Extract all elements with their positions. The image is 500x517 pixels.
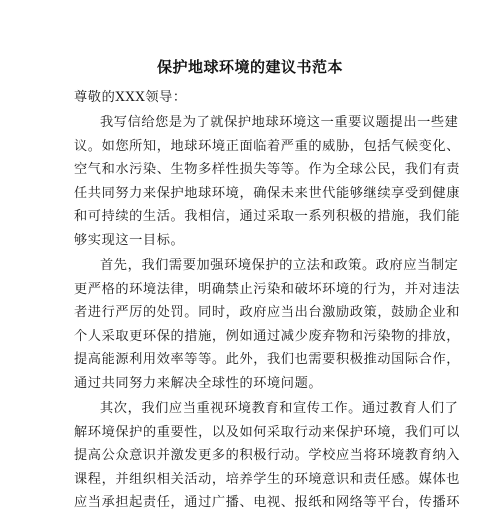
paragraph-1-line-6: 够实现这一目标。 [74, 233, 185, 248]
paragraph-3-line-2: 解环境保护的重要性，以及如何采取行动来保护环境，我们可以 [74, 425, 461, 440]
paragraph-3-line-1: 其次，我们应当重视环境教育和宣传工作。通过教育人们了 [100, 401, 459, 416]
salutation: 尊敬的XXX领导： [74, 90, 187, 105]
paragraph-2-line-2: 更严格的环境法律，明确禁止污染和破坏环境的行为，并对违法 [74, 282, 461, 297]
paragraph-2-line-4: 个人采取更环保的措施，例如通过减少废弃物和污染物的排放， [74, 329, 461, 344]
paragraph-2-line-6: 通过共同努力来解决全球性的环境问题。 [74, 376, 323, 391]
paragraph-1-line-4: 任共同努力来保护地球环境，确保未来世代能够继续享受到健康 [74, 186, 461, 201]
document-title: 保护地球环境的建议书范本 [156, 58, 343, 76]
paragraph-2-line-5: 提高能源利用效率等等。此外，我们也需要积极推动国际合作， [74, 352, 461, 367]
paragraph-3-line-4: 课程，并组织相关活动，培养学生的环境意识和责任感。媒体也 [74, 472, 461, 487]
paragraph-1-line-2: 议。如您所知，地球环境正面临着严重的威胁，包括气候变化、 [74, 139, 461, 154]
paragraph-1-line-3: 空气和水污染、生物多样性损失等等。作为全球公民，我们有责 [74, 162, 461, 177]
paragraph-3-line-5: 应当承担起责任，通过广播、电视、报纸和网络等平台，传播环 [74, 495, 461, 510]
paragraph-2-line-3: 者进行严厉的处罚。同时，政府应当出台激励政策，鼓励企业和 [74, 305, 461, 320]
paragraph-1-line-5: 和可持续的生活。我相信，通过采取一系列积极的措施，我们能 [74, 209, 461, 224]
paragraph-1-line-1: 我写信给您是为了就保护地球环境这一重要议题提出一些建 [100, 115, 459, 130]
paragraph-2-line-1: 首先，我们需要加强环境保护的立法和政策。政府应当制定 [100, 258, 459, 273]
paragraph-3-line-3: 提高公众意识并激发更多的积极行动。学校应当将环境教育纳入 [74, 448, 461, 463]
